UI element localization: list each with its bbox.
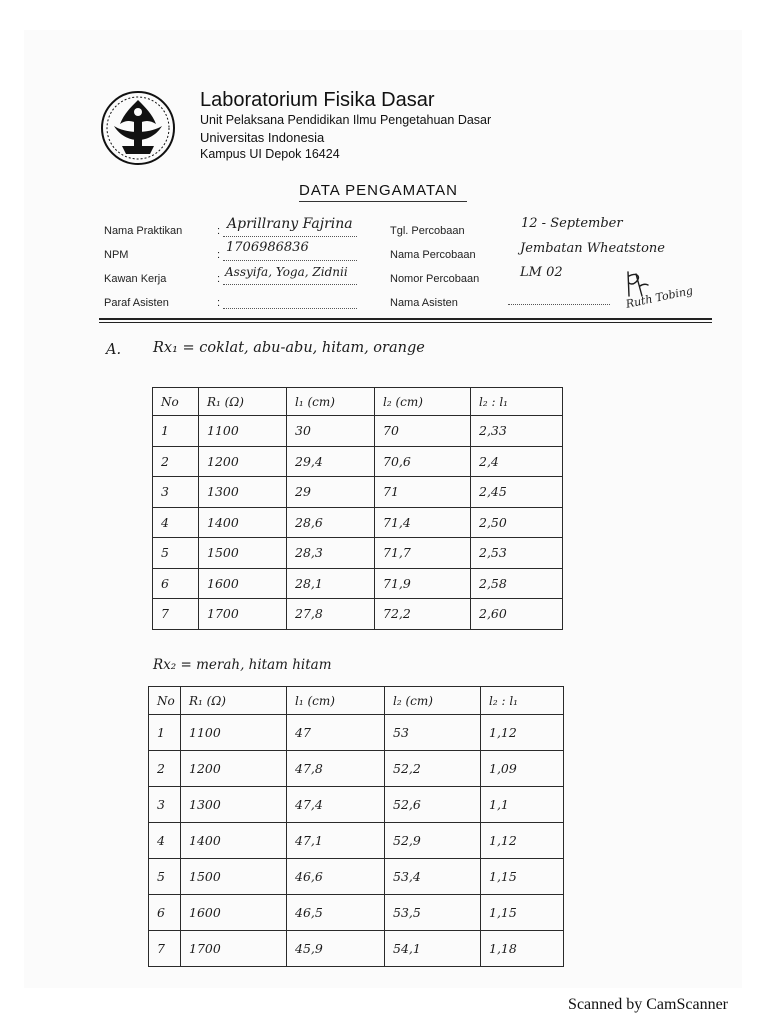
table-cell: 53 — [385, 715, 481, 751]
header-divider — [99, 318, 712, 320]
table-cell: 1,1 — [481, 787, 564, 823]
table-row — [149, 823, 564, 859]
column-header: l₂ : l₁ — [471, 388, 563, 416]
table-cell: 2,53 — [471, 538, 563, 569]
table-cell: 29 — [287, 477, 375, 508]
table-cell: 2 — [149, 751, 181, 787]
table-row — [149, 859, 564, 895]
table-cell: 45,9 — [287, 931, 385, 967]
table-row — [153, 507, 563, 538]
table-cell: 1,15 — [481, 859, 564, 895]
table-cell: 71 — [375, 477, 471, 508]
table-row — [153, 446, 563, 477]
lab-address: Kampus UI Depok 16424 — [200, 147, 340, 161]
table-cell: 52,9 — [385, 823, 481, 859]
table-cell: 2,50 — [471, 507, 563, 538]
table-cell: 6 — [149, 895, 181, 931]
table-cell: 1200 — [181, 751, 287, 787]
paraf-asisten-label: Paraf Asisten — [104, 297, 169, 309]
table-cell: 47,1 — [287, 823, 385, 859]
table-cell: 47,4 — [287, 787, 385, 823]
nama-praktikan-value: Aprillrany Fajrina — [227, 216, 353, 232]
column-header: l₂ (cm) — [385, 687, 481, 715]
table-cell: 54,1 — [385, 931, 481, 967]
field-line — [223, 308, 357, 309]
universitas-indonesia-logo — [100, 90, 176, 166]
table-cell: 2,58 — [471, 568, 563, 599]
colon: : — [217, 249, 221, 261]
table-cell: 30 — [287, 416, 375, 447]
table-cell: 4 — [153, 507, 199, 538]
table-cell: 53,4 — [385, 859, 481, 895]
table-cell: 1,09 — [481, 751, 564, 787]
table-cell: 7 — [149, 931, 181, 967]
table-row — [153, 568, 563, 599]
table-row — [153, 599, 563, 630]
table-cell: 71,9 — [375, 568, 471, 599]
table-cell: 28,6 — [287, 507, 375, 538]
field-line — [223, 260, 357, 261]
nama-asisten-label: Nama Asisten — [390, 297, 458, 309]
nama-asisten-value: Ruth Tobing — [624, 283, 695, 311]
table-cell: 1,12 — [481, 823, 564, 859]
table-cell: 2 — [153, 446, 199, 477]
table-row — [149, 751, 564, 787]
table-cell: 1700 — [181, 931, 287, 967]
table-cell: 2,33 — [471, 416, 563, 447]
column-header: l₁ (cm) — [287, 388, 375, 416]
table-header-row — [149, 687, 564, 715]
table-cell: 72,2 — [375, 599, 471, 630]
table-cell: 47,8 — [287, 751, 385, 787]
lab-university: Universitas Indonesia — [200, 130, 325, 145]
table-cell: 70 — [375, 416, 471, 447]
table-cell: 47 — [287, 715, 385, 751]
table-cell: 46,5 — [287, 895, 385, 931]
table-cell: 1,15 — [481, 895, 564, 931]
section-a-heading: Rx₁ = coklat, abu-abu, hitam, orange — [153, 340, 425, 356]
table-cell: 46,6 — [287, 859, 385, 895]
table-cell: 2,45 — [471, 477, 563, 508]
table-cell: 52,2 — [385, 751, 481, 787]
table-cell: 28,1 — [287, 568, 375, 599]
table-cell: 1400 — [199, 507, 287, 538]
table-row — [149, 715, 564, 751]
npm-value: 1706986836 — [226, 240, 309, 255]
kawan-kerja-label: Kawan Kerja — [104, 273, 167, 285]
table-cell: 29,4 — [287, 446, 375, 477]
table-cell: 1100 — [199, 416, 287, 447]
table-cell: 71,7 — [375, 538, 471, 569]
resistance-table-rx1 — [152, 387, 563, 630]
table-cell: 1,12 — [481, 715, 564, 751]
column-header: l₁ (cm) — [287, 687, 385, 715]
table-cell: 70,6 — [375, 446, 471, 477]
section-b-heading: Rx₂ = merah, hitam hitam — [153, 657, 332, 673]
lab-unit: Unit Pelaksana Pendidikan Ilmu Pengetahuan Dasar — [200, 113, 492, 127]
table-cell: 7 — [153, 599, 199, 630]
nomor-percobaan-label: Nomor Percobaan — [390, 273, 480, 285]
table-cell: 3 — [153, 477, 199, 508]
table-row — [149, 895, 564, 931]
scanner-watermark: Scanned by CamScanner — [568, 996, 728, 1013]
tgl-percobaan-value: 12 - September — [521, 216, 623, 231]
nama-percobaan-label: Nama Percobaan — [390, 249, 476, 261]
table-cell: 27,8 — [287, 599, 375, 630]
table-cell: 1 — [149, 715, 181, 751]
nama-percobaan-value: Jembatan Wheatstone — [520, 241, 665, 256]
table-row — [153, 477, 563, 508]
colon: : — [217, 273, 221, 285]
column-header: R₁ (Ω) — [199, 388, 287, 416]
table-cell: 1100 — [181, 715, 287, 751]
table-cell: 1500 — [199, 538, 287, 569]
section-a-letter: A. — [106, 342, 122, 358]
table-cell: 1700 — [199, 599, 287, 630]
nomor-percobaan-value: LM 02 — [520, 265, 563, 280]
table-row — [153, 416, 563, 447]
table-cell: 1200 — [199, 446, 287, 477]
column-header: R₁ (Ω) — [181, 687, 287, 715]
table-cell: 5 — [149, 859, 181, 895]
table-cell: 2,4 — [471, 446, 563, 477]
section-title-underline — [299, 201, 467, 202]
header-divider-thin — [99, 322, 712, 323]
kawan-kerja-value: Assyifa, Yoga, Zidnii — [225, 265, 348, 279]
table-cell: 52,6 — [385, 787, 481, 823]
table-cell: 1300 — [199, 477, 287, 508]
table-cell: 1 — [153, 416, 199, 447]
npm-label: NPM — [104, 249, 129, 261]
table-header-row — [153, 388, 563, 416]
resistance-table-rx2 — [148, 686, 564, 967]
table-cell: 3 — [149, 787, 181, 823]
column-header: No — [153, 388, 199, 416]
tgl-percobaan-label: Tgl. Percobaan — [390, 225, 465, 237]
table-cell: 1600 — [181, 895, 287, 931]
table-cell: 4 — [149, 823, 181, 859]
table-row — [153, 538, 563, 569]
table-cell: 6 — [153, 568, 199, 599]
table-cell: 1,18 — [481, 931, 564, 967]
section-title: DATA PENGAMATAN — [299, 182, 458, 199]
field-line — [223, 284, 357, 285]
table-cell: 1400 — [181, 823, 287, 859]
lab-title: Laboratorium Fisika Dasar — [200, 89, 435, 111]
table-cell: 53,5 — [385, 895, 481, 931]
table-cell: 1300 — [181, 787, 287, 823]
table-cell: 71,4 — [375, 507, 471, 538]
table-cell: 5 — [153, 538, 199, 569]
field-line — [508, 304, 610, 305]
table-row — [149, 931, 564, 967]
table-row — [149, 787, 564, 823]
table-cell: 28,3 — [287, 538, 375, 569]
colon: : — [217, 225, 221, 237]
column-header: l₂ : l₁ — [481, 687, 564, 715]
column-header: l₂ (cm) — [375, 388, 471, 416]
table-cell: 2,60 — [471, 599, 563, 630]
column-header: No — [149, 687, 181, 715]
field-line — [223, 236, 357, 237]
nama-praktikan-label: Nama Praktikan — [104, 225, 183, 237]
table-cell: 1500 — [181, 859, 287, 895]
table-cell: 1600 — [199, 568, 287, 599]
colon: : — [217, 297, 221, 309]
